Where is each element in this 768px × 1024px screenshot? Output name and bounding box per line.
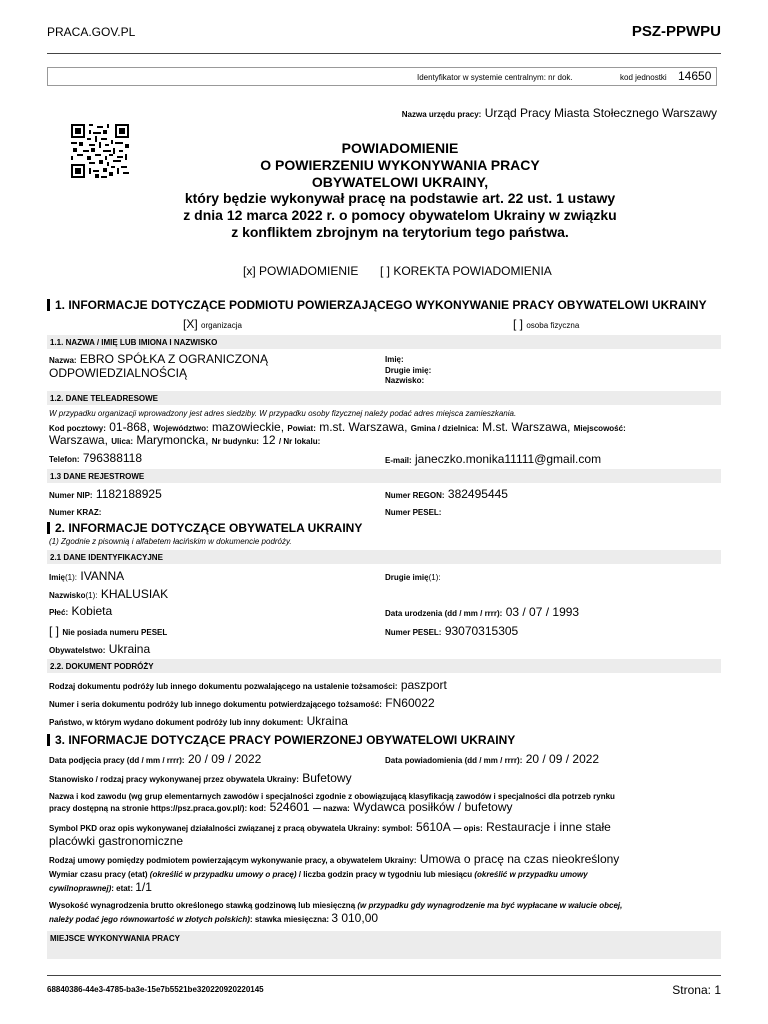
- section-1-heading: 1. INFORMACJE DOTYCZĄCE PODMIOTU POWIERZAJĄCEGO WYKONYWANIE PRACY OBYWATELOWI UKRAINY: [47, 298, 721, 312]
- worker-sex: Płeć: Kobieta: [49, 604, 113, 618]
- address-line-1: Kod pocztowy: 01-868, Województwo: mazowieckie, Powiat: m.st. Warszawa, Gmina / dzielnica: M.st. Warszawa, Miejscowość:: [49, 420, 626, 434]
- worker-surname: Nazwisko(1): KHALUSIAK: [49, 587, 169, 601]
- job-position: Stanowisko / rodzaj pracy wykonywanej przez obywatela Ukrainy: Bufetowy: [49, 771, 352, 785]
- subsection-1-2: 1.2. DANE TELEADRESOWE: [47, 391, 721, 405]
- entity-type-organization: [X] organizacja: [183, 317, 242, 331]
- worker-middle-name: Drugie imię(1):: [385, 573, 441, 582]
- workplace-row: [47, 945, 721, 959]
- working-time: Wymiar czasu pracy (etat) (określić w przypadku umowy o pracę) / liczba godzin pracy w tygodniu lub miesiącu (określić w przypadku umowy cywilnoprawnej): etat: 1/1: [49, 870, 588, 894]
- section-3-heading: 3. INFORMACJE DOTYCZĄCE PRACY POWIERZONEJ OBYWATELOWI UKRAINY: [47, 733, 721, 747]
- subsection-2-2: 2.2. DOKUMENT PODRÓŻY: [47, 659, 721, 673]
- occupation-label: Nazwa i kod zawodu (wg grup elementarnych zawodów i specjalności zgodnie z obowiązującą klasyfikacją zawodów i specjalności dla potrzeb rynku: [49, 792, 615, 801]
- unit-code-label: kod jednostki: [620, 73, 667, 82]
- entity-name: Nazwa: EBRO SPÓŁKA Z OGRANICZONĄ ODPOWIEDZIALNOŚCIĄ: [49, 352, 268, 380]
- footer-divider: [47, 975, 721, 976]
- section-2-heading: 2. INFORMACJE DOTYCZĄCE OBYWATELA UKRAINY: [47, 521, 721, 535]
- address-note: W przypadku organizacji wprowadzony jest adres siedziby. W przypadku osoby fizycznej należy podać adres miejsca zamieszkania.: [49, 409, 517, 418]
- qr-code-icon: [71, 124, 129, 178]
- form-code: PSZ-PPWPU: [631, 23, 721, 40]
- subsection-1-1: 1.1. NAZWA / IMIĘ LUB IMIONA I NAZWISKO: [47, 335, 721, 349]
- correction-option: [ ] KOREKTA POWIADOMIENIA: [380, 264, 552, 278]
- worker-citizenship: Obywatelstwo: Ukraina: [49, 642, 151, 656]
- worker-dob: Data urodzenia (dd / mm / rrrr): 03 / 07 / 1993: [385, 605, 580, 619]
- person-name-labels: Imię: Drugie imię: Nazwisko:: [385, 355, 432, 385]
- address-line-2: Warszawa, Ulica: Marymoncka, Nr budynku: 12 / Nr lokalu:: [49, 433, 321, 447]
- wage: Wysokość wynagrodzenia brutto określonego stawką godzinową lub miesięczną (w przypadku gdy wynagrodzenie ma być wypłacane w walucie obcej, należy podać jego równowartość w złotych polskich): stawka miesięczna: 3 010,00: [49, 901, 623, 925]
- site-name: PRACA.GOV.PL: [47, 25, 136, 39]
- travel-doc-number: Numer i seria dokumentu podróży lub innego dokumentu potwierdzającego tożsamość: FN60022: [49, 696, 435, 710]
- email: E-mail: janeczko.monika11111@gmail.com: [385, 452, 602, 466]
- section-2-note: (1) Zgodnie z pisownią i alfabetem łacińskim w dokumencie podróży.: [49, 537, 292, 546]
- worker-pesel: Numer PESEL: 93070315305: [385, 624, 519, 638]
- subsection-1-3: 1.3 DANE REJESTROWE: [47, 469, 721, 483]
- kraz: Numer KRAZ:: [49, 508, 102, 517]
- no-pesel-checkbox: [ ] Nie posiada numeru PESEL: [49, 624, 168, 638]
- unit-code-value: 14650: [678, 69, 712, 83]
- workplace-heading: MIEJSCE WYKONYWANIA PRACY: [47, 931, 721, 945]
- notification-option: [x] POWIADOMIENIE: [243, 264, 359, 278]
- office-name: Nazwa urzędu pracy: Urząd Pracy Miasta Stołecznego Warszawy: [401, 106, 717, 120]
- document-title: POWIADOMIENIE O POWIERZENIU WYKONYWANIA PRACY OBYWATELOWI UKRAINY, który będzie wykonywał pracę na podstawie art. 22 ust. 1 ustawy z dnia 12 marca 2022 r. o pomocy obywatelom Ukrainy w związku z konfliktem zbrojnym na terytorium tego państwa.: [183, 140, 617, 240]
- document-id: 68840386-44e3-4785-ba3e-15e7b5521be320220920220145: [47, 985, 264, 994]
- system-id-label: Identyfikator w systemie centralnym: nr dok.: [417, 73, 573, 82]
- worker-first-name: Imię(1): IVANNA: [49, 569, 125, 583]
- pkd-symbol: Symbol PKD oraz opis wykonywanej działalności związanej z pracą obywatela Ukrainy: symbol: 5610A — opis: Restauracje i inne stałe: [49, 820, 611, 834]
- occupation-code: pracy dostępną na stronie https://psz.praca.gov.pl/): kod: 524601 — nazwa: Wydawca posiłków / bufetowy: [49, 800, 513, 814]
- entity-type-person: [ ] osoba fizyczna: [513, 317, 580, 331]
- id-box: [47, 67, 717, 86]
- contract-type: Rodzaj umowy pomiędzy podmiotem powierzającym wykonywanie pracy, a obywatelem Ukrainy: Umowa o pracę na czas nieokreślony: [49, 852, 620, 866]
- nip: Numer NIP: 1182188925: [49, 487, 162, 501]
- travel-doc-type: Rodzaj dokumentu podróży lub innego dokumentu pozwalającego na ustalenie tożsamości: paszport: [49, 678, 447, 692]
- header-divider: [47, 53, 721, 54]
- notification-date: Data powiadomienia (dd / mm / rrrr): 20 / 09 / 2022: [385, 752, 600, 766]
- phone: Telefon: 796388118: [49, 451, 143, 465]
- entity-pesel: Numer PESEL:: [385, 508, 442, 517]
- travel-doc-country: Państwo, w którym wydano dokument podróży lub inny dokument: Ukraina: [49, 714, 348, 728]
- regon: Numer REGON: 382495445: [385, 487, 508, 501]
- work-start-date: Data podjęcia pracy (dd / mm / rrrr): 20 / 09 / 2022: [49, 752, 262, 766]
- pkd-description: placówki gastronomiczne: [49, 834, 184, 848]
- page-number: Strona: 1: [672, 983, 721, 997]
- subsection-2-1: 2.1 DANE IDENTYFIKACYJNE: [47, 550, 721, 564]
